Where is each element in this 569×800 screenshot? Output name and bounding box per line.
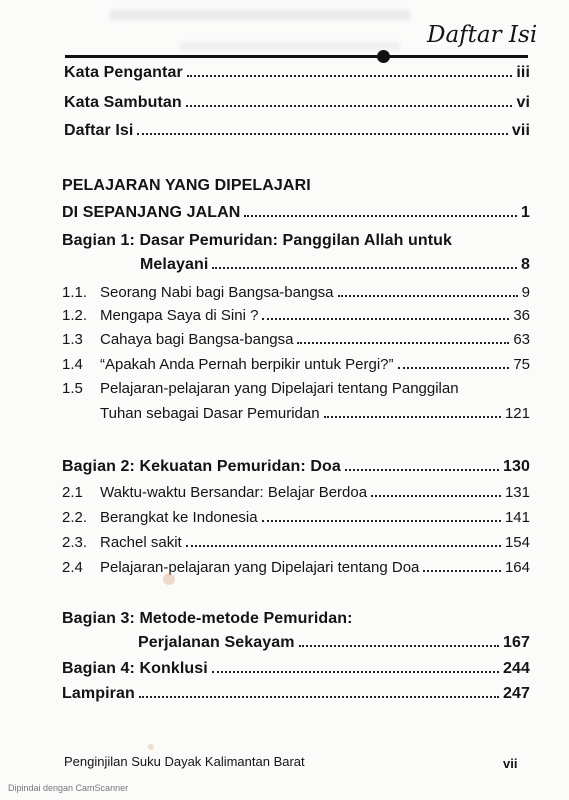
entry-page: vii bbox=[511, 122, 530, 139]
entry-page: 36 bbox=[513, 307, 530, 324]
entry-page: 75 bbox=[513, 356, 530, 373]
toc-entry bbox=[62, 284, 530, 302]
entry-title: Waktu-waktu Bersandar: Belajar Berdoa bbox=[100, 484, 368, 501]
leader-dots bbox=[324, 416, 501, 418]
leader-dots bbox=[338, 295, 518, 297]
entry-title: Pelajaran-pelajaran yang Dipelajari tentang Doa bbox=[100, 559, 420, 576]
entry-title: Tuhan sebagai Dasar Pemuridan bbox=[100, 405, 320, 422]
toc-entry-line1 bbox=[62, 380, 459, 397]
leader-dots bbox=[262, 318, 509, 320]
toc-entry bbox=[62, 484, 530, 502]
entry-title: Bagian 4: Konklusi bbox=[62, 660, 208, 677]
entry-page: vi bbox=[516, 94, 530, 111]
toc-entry bbox=[62, 458, 530, 476]
entry-title: Kata Pengantar bbox=[64, 64, 183, 81]
bleed-through-mark bbox=[110, 10, 410, 20]
entry-page: 63 bbox=[513, 331, 530, 348]
entry-page: iii bbox=[516, 64, 530, 81]
entry-number: 1.4 bbox=[62, 356, 83, 373]
toc-entry bbox=[62, 509, 530, 527]
toc-entry bbox=[100, 405, 530, 423]
entry-page: 247 bbox=[503, 685, 530, 702]
entry-title: Berangkat ke Indonesia bbox=[100, 509, 258, 526]
entry-title: Melayani bbox=[140, 256, 209, 273]
paper-stain bbox=[148, 744, 154, 750]
section-title-line1 bbox=[62, 232, 452, 250]
leader-dots bbox=[297, 342, 509, 344]
entry-page: 131 bbox=[504, 484, 530, 501]
toc-entry bbox=[62, 204, 530, 222]
section-title-text: Bagian 1: Dasar Pemuridan: Panggilan Allah untuk bbox=[62, 232, 453, 249]
leader-dots bbox=[212, 671, 499, 673]
leader-dots bbox=[186, 105, 513, 107]
entry-page: 141 bbox=[504, 509, 530, 526]
leader-dots bbox=[244, 215, 517, 217]
toc-entry bbox=[62, 534, 530, 552]
leader-dots bbox=[262, 520, 501, 522]
leader-dots bbox=[186, 545, 501, 547]
entry-title: Bagian 2: Kekuatan Pemuridan: Doa bbox=[62, 458, 341, 475]
entry-title: Pelajaran-pelajaran yang Dipelajari tentang Panggilan bbox=[100, 380, 459, 397]
header-dot bbox=[377, 50, 390, 63]
entry-title: DI SEPANJANG JALAN bbox=[62, 204, 241, 221]
entry-title: Perjalanan Sekayam bbox=[138, 634, 295, 651]
entry-number: 2.1 bbox=[62, 484, 83, 501]
toc-entry bbox=[62, 660, 530, 678]
toc-entry bbox=[64, 122, 530, 140]
entry-page: 121 bbox=[504, 405, 530, 422]
entry-title: Rachel sakit bbox=[100, 534, 182, 551]
toc-entry bbox=[62, 307, 530, 325]
entry-page: 164 bbox=[504, 559, 530, 576]
entry-page: 1 bbox=[521, 204, 530, 221]
entry-number: 1.1. bbox=[62, 284, 88, 301]
leader-dots bbox=[299, 645, 499, 647]
entry-title: Seorang Nabi bagi Bangsa-bangsa bbox=[100, 284, 334, 301]
entry-title: Lampiran bbox=[62, 685, 135, 702]
leader-dots bbox=[187, 75, 513, 77]
entry-title: Kata Sambutan bbox=[64, 94, 182, 111]
toc-entry bbox=[62, 559, 530, 577]
toc-entry bbox=[62, 356, 530, 374]
page-number: vii bbox=[503, 756, 518, 771]
paper-stain bbox=[163, 573, 175, 585]
section-title-line1 bbox=[62, 610, 353, 628]
entry-title: Cahaya bagi Bangsa-bangsa bbox=[100, 331, 294, 348]
leader-dots bbox=[137, 133, 507, 135]
entry-page: 154 bbox=[504, 534, 530, 551]
entry-title: “Apakah Anda Pernah berpikir untuk Pergi?” bbox=[100, 356, 394, 373]
scanner-watermark: Dipindai dengan CamScanner bbox=[8, 783, 129, 793]
toc-entry bbox=[64, 94, 530, 112]
entry-number: 1.2. bbox=[62, 307, 88, 324]
leader-dots bbox=[345, 469, 499, 471]
page-footer: Penginjilan Suku Dayak Kalimantan Barat bbox=[64, 754, 305, 769]
entry-number: 2.3. bbox=[62, 534, 88, 551]
entry-title: Mengapa Saya di Sini ? bbox=[100, 307, 259, 324]
leader-dots bbox=[212, 267, 517, 269]
entry-page: 8 bbox=[521, 256, 530, 273]
entry-number: 2.4 bbox=[62, 559, 83, 576]
entry-page: 9 bbox=[521, 284, 530, 301]
entry-page: 167 bbox=[503, 634, 530, 651]
toc-entry bbox=[64, 64, 530, 82]
section-title-text: Bagian 3: Metode-metode Pemuridan: bbox=[62, 610, 353, 627]
leader-dots bbox=[423, 570, 501, 572]
entry-number: 2.2. bbox=[62, 509, 88, 526]
page-header-title: Daftar Isi bbox=[427, 22, 538, 48]
entry-page: 130 bbox=[503, 458, 530, 475]
part-title-line1 bbox=[62, 177, 311, 195]
entry-title: Daftar Isi bbox=[64, 122, 134, 139]
entry-page: 244 bbox=[503, 660, 530, 677]
entry-number: 1.3 bbox=[62, 331, 83, 348]
leader-dots bbox=[139, 696, 499, 698]
entry-number: 1.5 bbox=[62, 380, 83, 397]
header-rule bbox=[65, 55, 528, 58]
toc-entry bbox=[62, 331, 530, 349]
leader-dots bbox=[371, 495, 501, 497]
toc-entry bbox=[62, 685, 530, 703]
part-title-text: PELAJARAN YANG DIPELAJARI bbox=[62, 177, 311, 194]
toc-entry bbox=[140, 256, 530, 274]
toc-entry bbox=[138, 634, 530, 652]
bleed-through-mark bbox=[180, 42, 400, 50]
leader-dots bbox=[398, 367, 510, 369]
